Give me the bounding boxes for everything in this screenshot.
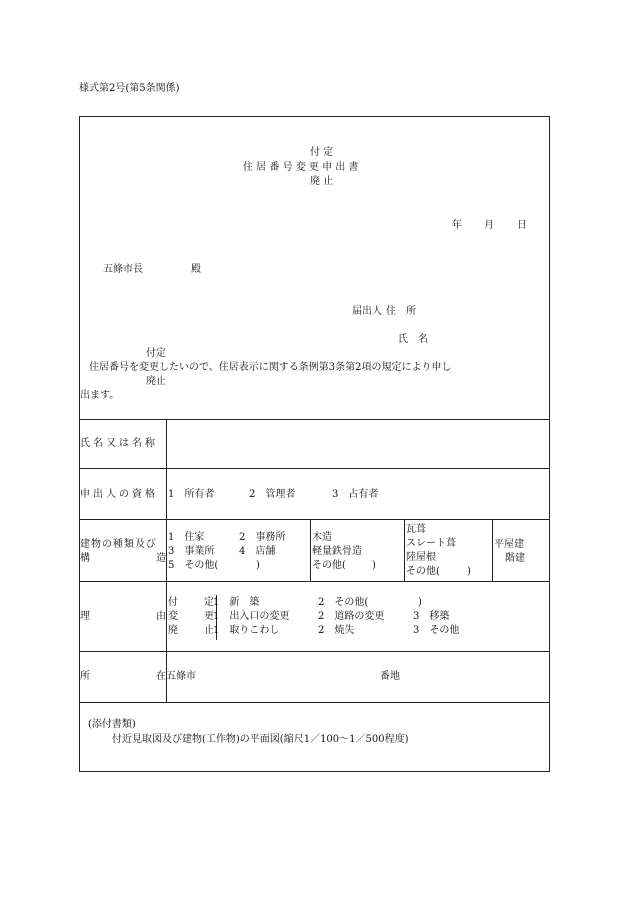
- header-line-1: 付 定: [310, 147, 334, 158]
- name-row-label: 氏名又は名称: [80, 438, 158, 449]
- reason-row-label-b: 由: [156, 611, 166, 622]
- attachment-title: (添付書類): [88, 719, 136, 730]
- roof-other: その他(: [406, 566, 440, 577]
- usage-option-4: 4 店舗: [239, 546, 276, 557]
- reason-add-option-1: 1 新 築: [213, 597, 260, 608]
- reason-change-option-1: 1 出入口の変更: [213, 611, 290, 622]
- reason-abolish-option-3: 3 その他: [413, 625, 460, 636]
- usage-option-1: 1 住家: [168, 532, 205, 543]
- table-top-rule: [79, 419, 550, 420]
- building-divider-2: [404, 519, 405, 581]
- reason-kind-1a: 付: [168, 597, 178, 608]
- building-row-label-1: 建物の種類及び: [80, 539, 157, 550]
- rule-after-name: [79, 468, 550, 469]
- rule-after-reason: [79, 651, 550, 652]
- roof-flat: 陸屋根: [406, 552, 436, 563]
- qualification-option-1: 1 所有者: [168, 489, 215, 500]
- stories-multi: 階建: [505, 553, 525, 564]
- reason-abolish-option-2: 2 焼失: [318, 625, 355, 636]
- body-text-main: 住居番号を変更したいので、住居表示に関する条例第3条第2項の規定により申し: [89, 362, 452, 373]
- building-divider-1: [310, 519, 311, 581]
- usage-option-2: 2 事務所: [239, 532, 286, 543]
- date-month: 月: [484, 220, 494, 231]
- building-divider-3: [492, 519, 493, 581]
- form-number: 様式第2号(第5条関係): [79, 83, 180, 94]
- building-row-label-2a: 構: [80, 553, 90, 564]
- reason-kind-1b: 定: [204, 597, 214, 608]
- usage-option-5: 5 その他(: [168, 560, 219, 571]
- reason-add-option-close: ): [418, 597, 422, 608]
- structure-light-steel: 軽量鉄骨造: [312, 546, 362, 557]
- header-line-3: 廃 止: [310, 176, 334, 187]
- reason-kind-3b: 止: [204, 625, 214, 636]
- reason-kind-3a: 廃: [168, 625, 178, 636]
- structure-other-close: ): [372, 560, 376, 571]
- usage-option-5-close: ): [256, 560, 260, 571]
- location-suffix: 番地: [380, 671, 400, 682]
- stories-single: 平屋建: [494, 539, 524, 550]
- location-row-label-b: 在: [156, 671, 166, 682]
- rule-after-location: [79, 702, 550, 703]
- structure-other: その他(: [312, 560, 346, 571]
- reason-row-label-a: 理: [80, 611, 90, 622]
- reason-kind-2a: 変: [168, 611, 178, 622]
- location-city: 五條市: [166, 671, 196, 682]
- date-day: 日: [517, 220, 527, 231]
- addressee-honorific: 殿: [191, 264, 201, 275]
- attachment-text: 付近見取図及び建物(工作物)の平面図(縮尺1／100〜1／500程度): [112, 734, 409, 745]
- addressee-name: 五條市長: [103, 264, 143, 275]
- building-row-label-2b: 造: [156, 553, 166, 564]
- body-text-cont: 出ます。: [80, 390, 120, 401]
- applicant-label: 届出人: [352, 306, 382, 317]
- reason-add-option-2: 2 その他(: [318, 597, 369, 608]
- roof-slate: スレート葺: [406, 538, 456, 549]
- body-text-lower: 廃止: [146, 376, 166, 387]
- qualification-row-label: 申出人の資格: [80, 489, 158, 500]
- applicant-name-label: 氏 名: [398, 334, 428, 345]
- form-title: 住 居 番 号 変 更 申 出 書: [243, 162, 359, 173]
- reason-kind-2b: 更: [204, 611, 214, 622]
- qualification-option-2: 2 管理者: [249, 489, 296, 500]
- rule-after-qualification: [79, 519, 550, 520]
- roof-tile: 瓦葺: [406, 524, 426, 535]
- body-text-upper: 付定: [146, 348, 166, 359]
- applicant-address-label: 住 所: [386, 306, 416, 317]
- roof-other-close: ): [467, 566, 471, 577]
- reason-change-option-3: 3 移築: [413, 611, 450, 622]
- usage-option-3: 3 事業所: [168, 546, 215, 557]
- date-year: 年: [452, 220, 462, 231]
- qualification-option-3: 3 占有者: [332, 489, 379, 500]
- label-column-divider: [166, 419, 167, 702]
- reason-abolish-option-1: 1 取りこわし: [213, 625, 280, 636]
- structure-wood: 木造: [312, 532, 332, 543]
- location-row-label-a: 所: [80, 671, 90, 682]
- rule-after-building: [79, 581, 550, 582]
- reason-change-option-2: 2 道路の変更: [318, 611, 385, 622]
